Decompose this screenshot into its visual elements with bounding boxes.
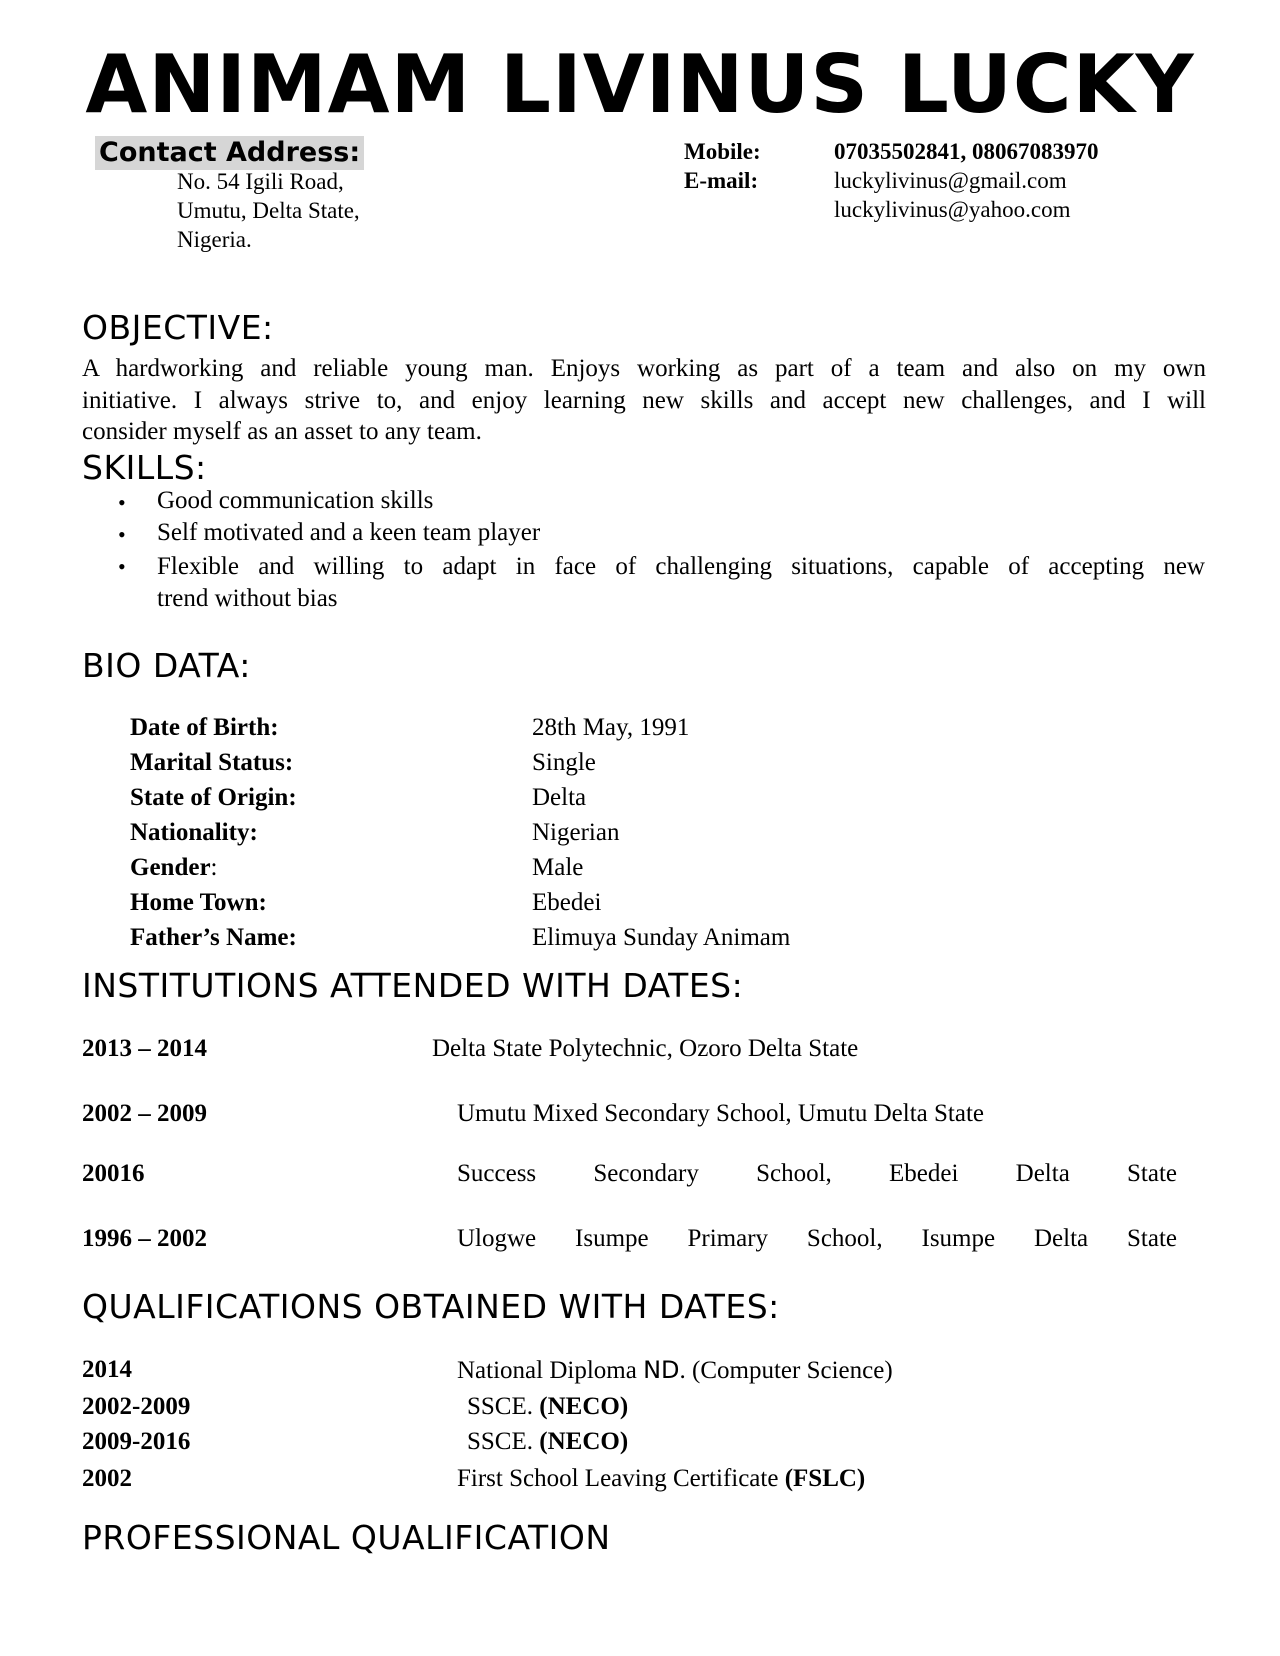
- bio-value: Elimuya Sunday Animam: [532, 924, 791, 951]
- email-value[interactable]: luckylivinus@gmail.com: [834, 168, 1067, 193]
- bullet-icon: •: [118, 490, 126, 515]
- qualification-body: (FSLC): [784, 1465, 866, 1492]
- qualification-year: 2009-2016: [82, 1428, 191, 1455]
- qualification-title: [457, 1356, 893, 1385]
- institution-name: Delta State Polytechnic, Ozoro Delta State: [432, 1035, 859, 1062]
- bio-label-gender: [130, 854, 218, 882]
- qualification-year: 2014: [82, 1356, 132, 1383]
- institution-name: Success Secondary School, Ebedei Delta State: [457, 1160, 1177, 1187]
- bio-value: Ebedei: [532, 889, 602, 916]
- contact-address-label: Contact Address:: [95, 136, 364, 170]
- mobile-label: Mobile:: [684, 139, 761, 164]
- professional-qualification-heading: PROFESSIONAL QUALIFICATION: [82, 1518, 611, 1557]
- objective-line: A hardworking and reliable young man. Enjoys working as part of a team and also on my own: [82, 355, 1206, 382]
- institution-dates: 2002 – 2009: [82, 1100, 207, 1127]
- bio-label-suffix: :: [210, 854, 218, 881]
- qualification-text: SSCE.: [467, 1393, 540, 1420]
- skill-item-line: trend without bias: [157, 585, 338, 612]
- institution-name: Umutu Mixed Secondary School, Umutu Delta State: [457, 1100, 985, 1127]
- bio-label: Marital Status:: [130, 749, 294, 776]
- qualification-title: [467, 1393, 628, 1421]
- objective-line: initiative. I always strive to, and enjoy learning new skills and accept new challenges, and I will: [82, 386, 1206, 414]
- mobile-value: 07035502841, 08067083970: [834, 139, 1099, 164]
- skills-heading: SKILLS:: [82, 448, 207, 487]
- address-line: Umutu, Delta State,: [177, 198, 360, 223]
- institution-name: Ulogwe Isumpe Primary School, Isumpe Delta State: [457, 1225, 1177, 1252]
- objective-paragraph: [82, 353, 1206, 448]
- qualification-body: (NECO): [539, 1393, 629, 1420]
- institution-dates: 2013 – 2014: [82, 1035, 207, 1062]
- skill-item: Self motivated and a keen team player: [157, 519, 541, 546]
- qualification-title: [457, 1465, 865, 1493]
- address-line: Nigeria.: [177, 227, 252, 252]
- bio-value: Single: [532, 749, 596, 776]
- bio-label: Date of Birth:: [130, 714, 279, 741]
- qualification-year: 2002: [82, 1465, 132, 1492]
- skill-item: Good communication skills: [157, 487, 434, 514]
- bullet-icon: •: [118, 554, 126, 579]
- qualification-title: [467, 1428, 628, 1456]
- bio-value: Nigerian: [532, 819, 620, 846]
- email-label: E-mail:: [684, 168, 759, 193]
- qualification-year: 2002-2009: [82, 1393, 191, 1420]
- bio-value: Delta: [532, 784, 587, 811]
- objective-heading: OBJECTIVE:: [82, 308, 274, 347]
- institution-dates: 1996 – 2002: [82, 1225, 207, 1252]
- email-value[interactable]: luckylivinus@yahoo.com: [834, 197, 1071, 222]
- bullet-icon: •: [118, 522, 126, 547]
- qualification-text: . (Computer Science): [679, 1357, 893, 1384]
- bio-value: Male: [532, 854, 584, 881]
- address-line: No. 54 Igili Road,: [177, 169, 344, 194]
- qualification-body: (NECO): [539, 1428, 629, 1455]
- bio-label: Father’s Name:: [130, 924, 297, 951]
- candidate-name: ANIMAM LIVINUS LUCKY: [85, 38, 1195, 131]
- qualification-abbrev: ND: [643, 1356, 680, 1384]
- skill-item-line: Flexible and willing to adapt in face of challenging situations, capable of accepting new: [157, 553, 1205, 580]
- institution-dates: 20016: [82, 1160, 145, 1187]
- qualification-text: First School Leaving Certificate: [457, 1465, 785, 1492]
- bio-label: Nationality:: [130, 819, 258, 846]
- qualification-text: National Diploma: [457, 1357, 644, 1384]
- skill-item: [157, 551, 1205, 615]
- qualification-text: SSCE.: [467, 1428, 540, 1455]
- bio-label: Gender: [130, 854, 211, 881]
- institutions-heading: INSTITUTIONS ATTENDED WITH DATES:: [82, 966, 744, 1005]
- objective-line: consider myself as an asset to any team.: [82, 418, 482, 445]
- bio-data-heading: BIO DATA:: [82, 646, 251, 685]
- bio-label: State of Origin:: [130, 784, 297, 811]
- bio-label: Home Town:: [130, 889, 267, 916]
- bio-value: 28th May, 1991: [532, 714, 690, 741]
- qualifications-heading: QUALIFICATIONS OBTAINED WITH DATES:: [82, 1287, 780, 1326]
